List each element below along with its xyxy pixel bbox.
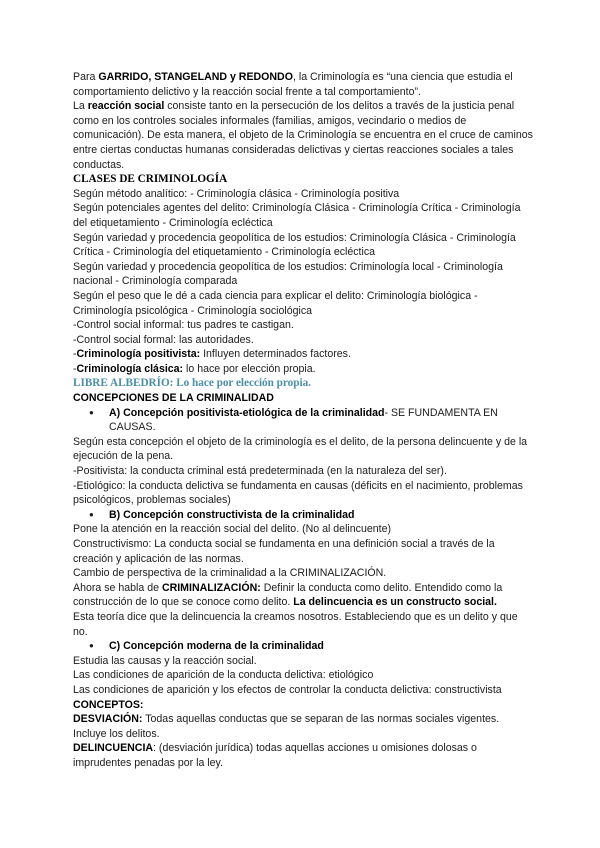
term-bold: Criminología positivista:: [76, 348, 201, 361]
bullet-text: [109, 639, 533, 654]
clases-line: Según variedad y procedencia geopolítica de los estudios: Criminología Clásica - Criminología Crítica - Criminología del etiquetamiento - Criminología ecléctica: [73, 231, 516, 259]
concepcion-b-line: Constructivismo: La conducta social se fundamenta en una definición social a través de la creación y aplicación de las normas.: [73, 538, 495, 565]
term-bold: reacción social: [87, 100, 165, 113]
term-bold: Criminología clásica:: [76, 362, 184, 375]
text: Influyen determinados factores.: [200, 348, 351, 361]
concepcion-b-line: Pone la atención en la reacción social del delito. (No al delincuente): [73, 523, 392, 536]
term-bold: B) Concepción constructivista de la criminalidad: [109, 508, 355, 521]
concepcion-c-line: Las condiciones de aparición y los efectos de controlar la conducta delictiva: constructivista: [73, 683, 502, 696]
term-bold: La delincuencia es un constructo social.: [293, 596, 497, 609]
concepcion-a-line: -Positivista: la conducta criminal está predeterminada (en la naturaleza del ser).: [73, 465, 447, 478]
text: -: [73, 348, 77, 361]
text: - SE FUNDAMENTA EN CAUSAS.: [109, 406, 498, 434]
text: -: [73, 362, 77, 375]
heading-text: CONCEPTOS:: [73, 698, 144, 711]
text: consiste tanto en la persecución de los delitos a través de la justicia penal como en los controles sociales informales (familias, amigos, vecindario o medios de comunicación). De esta manera, el objeto de la Criminología se encuentra en el cruce de caminos entre ciertas conductas humanas consideradas delictivas y ciertas reacciones sociales a tales conductas.: [73, 100, 533, 171]
concepcion-b-line: Cambio de perspectiva de la criminalidad a la CRIMINALIZACIÓN.: [73, 567, 387, 580]
text: La: [73, 100, 88, 113]
bullet-b: [73, 508, 533, 523]
criminologia-positivista: [73, 347, 533, 362]
concepcion-b-line: Esta teoría dice que la delincuencia la creamos nosotros. Estableciendo que es un delito y que no.: [73, 610, 518, 638]
bullet-icon: ●: [89, 407, 94, 417]
text: Ahora se habla de: [73, 581, 162, 594]
clases-line: Según el peso que le dé a cada ciencia para explicar el delito: Criminología biológica - Criminología psicológica - Criminología sociológica: [73, 289, 478, 317]
document-body: [73, 70, 533, 771]
bullet-a: [73, 406, 533, 435]
bullet-c: [73, 639, 533, 654]
concepcion-b-line: [73, 581, 533, 610]
control-formal: -Control social formal: las autoridades.: [73, 333, 254, 346]
heading-conceptos: [73, 698, 533, 713]
bullet-icon: ●: [89, 641, 94, 651]
term-bold: DESVIACIÓN:: [73, 713, 143, 726]
criminologia-clasica: [73, 362, 533, 377]
term-bold: CRIMINALIZACIÓN:: [161, 581, 261, 594]
clases-line: Según método analítico: - Criminología clásica - Criminología positiva: [73, 187, 400, 200]
text: : (desviación jurídica) todas aquellas acciones u omisiones dolosas o imprudentes penadas por la ley.: [73, 742, 477, 769]
bullet-text: [109, 406, 533, 435]
concepcion-c-line: Estudia las causas y la reacción social.: [73, 654, 257, 667]
concepto-desviacion: [73, 712, 533, 741]
term-bold: C) Concepción moderna de la criminalidad: [109, 640, 324, 653]
clases-line: Según variedad y procedencia geopolítica de los estudios: Criminología local - Criminología nacional - Criminología comparada: [73, 260, 503, 288]
authors-bold: GARRIDO, STANGELAND y REDONDO: [98, 71, 293, 83]
bullet-text: [109, 508, 533, 523]
text: lo hace por elección propia.: [183, 362, 316, 375]
text: , la Criminología es “una ciencia que estudia el comportamiento delictivo y la reacción social frente a tal comportamiento”.: [73, 71, 513, 98]
text: Todas aquellas conductas que se separan de las normas sociales vigentes. Incluye los delitos.: [73, 713, 500, 740]
text: Para: [73, 71, 99, 83]
heading-concepciones: [73, 391, 533, 406]
concepcion-a-line: Según esta concepción el objeto de la criminología es el delito, de la persona delincuente y de la ejecución de la pena.: [73, 435, 528, 463]
concepcion-a-line: -Etiológico: la conducta delictiva se fundamenta en causas (déficits en el nacimiento, problemas psicológicos, problemas sociales): [73, 479, 523, 507]
libre-albedrio: LIBRE ALBEDRÍO: Lo hace por elección propia.: [73, 377, 311, 390]
concepto-delincuencia: [73, 741, 533, 770]
paragraph-reaccion-social: [73, 99, 533, 172]
heading-clases: CLASES DE CRIMINOLOGÍA: [73, 173, 228, 186]
term-bold: A) Concepción positivista-etiológica de la criminalidad: [109, 406, 385, 419]
concepcion-c-line: Las condiciones de aparición de la conducta delictiva: etiológico: [73, 669, 374, 682]
term-bold: DELINCUENCIA: [73, 742, 154, 755]
bullet-icon: ●: [89, 509, 94, 519]
heading-text: CONCEPCIONES DE LA CRIMINALIDAD: [73, 392, 274, 405]
control-informal: -Control social informal: tus padres te castigan.: [73, 319, 294, 332]
paragraph-definition: [73, 70, 533, 99]
clases-line: Según potenciales agentes del delito: Criminología Clásica - Criminología Crítica - Criminología del etiquetamiento - Criminología ecléctica: [73, 202, 521, 229]
text: Definir la conducta como delito. Entendido como la construcción de lo que se conoce como delito.: [73, 581, 503, 609]
